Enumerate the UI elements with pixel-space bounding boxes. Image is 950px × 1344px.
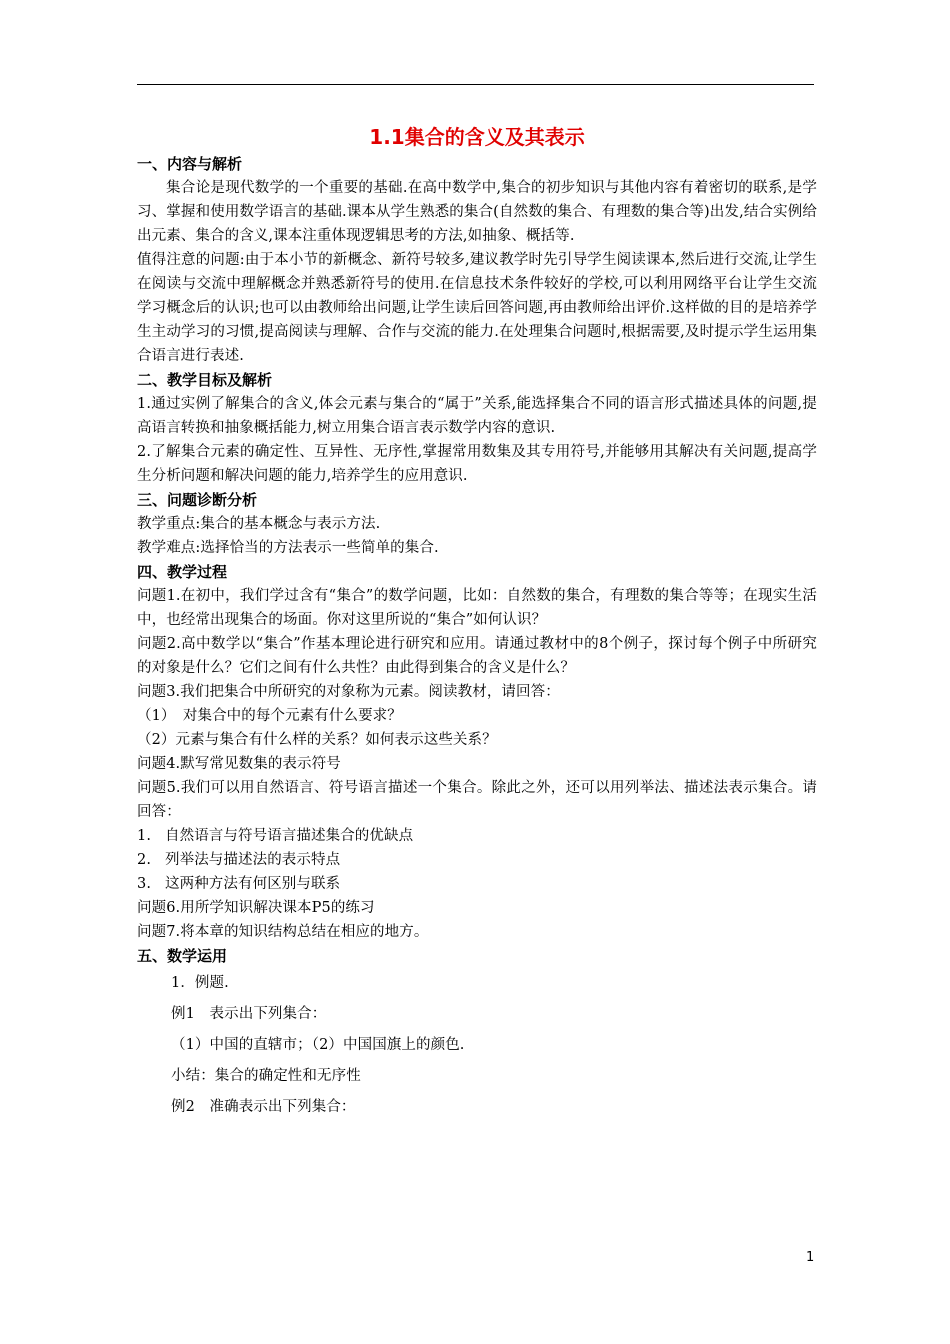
list-text: 这两种方法有何区别与联系 bbox=[165, 876, 341, 892]
paragraph: 值得注意的问题:由于本小节的新概念、新符号较多,建议教学时先引导学生阅读课本,然后进行交流,让学生在阅读与交流中理解概念并熟悉新符号的使用.在信息技术条件较好的学校,可以利用网络平台让学生交流学习概念后的认识;也可以由教师给出问题,让学生读后回答问题,再由教师给出评价.这样做的目的是培养学生主动学习的习惯,提高阅读与理解、合作与交流的能力.在处理集合问题时,根据需要,及时提示学生运用集合语言进行表述. bbox=[137, 252, 817, 364]
section-heading-3: 三、问题诊断分析 bbox=[137, 491, 258, 509]
list-item bbox=[137, 824, 817, 848]
question-1: 问题1.在初中，我们学过含有“集合”的数学问题，比如：自然数的集合，有理数的集合等等；在现实生活中，也经常出现集合的场面。你对这里所说的“集合”如何认识？ bbox=[137, 588, 817, 628]
section-heading-2: 二、教学目标及解析 bbox=[137, 371, 273, 389]
list-number: 3. bbox=[137, 876, 152, 892]
document-title: 1.1集合的含义及其表示 bbox=[369, 125, 585, 149]
section-heading-1: 一、内容与解析 bbox=[137, 155, 243, 173]
example-heading: 1．例题. bbox=[171, 975, 229, 991]
paragraph: 2.了解集合元素的确定性、互异性、无序性,掌握常用数集及其专用符号,并能够用其解决有关问题,提高学生分析问题和解决问题的能力,培养学生的应用意识. bbox=[137, 444, 817, 484]
paragraph: 教学重点:集合的基本概念与表示方法. bbox=[137, 516, 381, 532]
question-2: 问题2.高中数学以“集合”作基本理论进行研究和应用。请通过教材中的8个例子，探讨每个例子中所研究的对象是什么？它们之间有什么共性？由此得到集合的含义是什么？ bbox=[137, 636, 817, 676]
summary: 小结：集合的确定性和无序性 bbox=[171, 1068, 361, 1084]
question-6: 问题6.用所学知识解决课本P5的练习 bbox=[137, 900, 375, 916]
header-rule bbox=[137, 84, 814, 85]
section-heading-4: 四、教学过程 bbox=[137, 563, 228, 581]
list-item bbox=[137, 848, 817, 872]
example-1-items: （1）中国的直辖市；（2）中国国旗上的颜色. bbox=[171, 1037, 465, 1053]
question-3-sub-1: （1） 对集合中的每个元素有什么要求？ bbox=[137, 708, 402, 724]
paragraph: 教学难点:选择恰当的方法表示一些简单的集合. bbox=[137, 540, 439, 556]
page-number: 1 bbox=[806, 1250, 815, 1265]
list-text: 自然语言与符号语言描述集合的优缺点 bbox=[165, 828, 414, 844]
example-1: 例1 表示出下列集合： bbox=[171, 1006, 327, 1022]
paragraph: 1.通过实例了解集合的含义,体会元素与集合的“属于”关系,能选择集合不同的语言形式描述具体的问题,提高语言转换和抽象概括能力,树立用集合语言表示数学内容的意识. bbox=[137, 396, 817, 436]
question-7: 问题7.将本章的知识结构总结在相应的地方。 bbox=[137, 924, 429, 940]
list-item bbox=[137, 872, 817, 896]
section-heading-5: 五、数学运用 bbox=[137, 947, 228, 965]
question-4: 问题4.默写常见数集的表示符号 bbox=[137, 756, 341, 772]
document-body bbox=[137, 122, 817, 1123]
list-number: 1. bbox=[137, 828, 152, 844]
question-3-sub-2: （2）元素与集合有什么样的关系？如何表示这些关系？ bbox=[137, 732, 497, 748]
question-5: 问题5.我们可以用自然语言、符号语言描述一个集合。除此之外，还可以用列举法、描述法表示集合。请回答： bbox=[137, 780, 817, 820]
paragraph: 集合论是现代数学的一个重要的基础.在高中数学中,集合的初步知识与其他内容有着密切的联系,是学习、掌握和使用数学语言的基础.课本从学生熟悉的集合(自然数的集合、有理数的集合等)出发,结合实例给出元素、集合的含义,课本注重体现逻辑思考的方法,如抽象、概括等. bbox=[137, 180, 817, 244]
example-2: 例2 准确表示出下列集合： bbox=[171, 1099, 356, 1115]
question-3: 问题3.我们把集合中所研究的对象称为元素。阅读教材，请回答： bbox=[137, 684, 560, 700]
list-number: 2. bbox=[137, 852, 152, 868]
list-text: 列举法与描述法的表示特点 bbox=[165, 852, 341, 868]
